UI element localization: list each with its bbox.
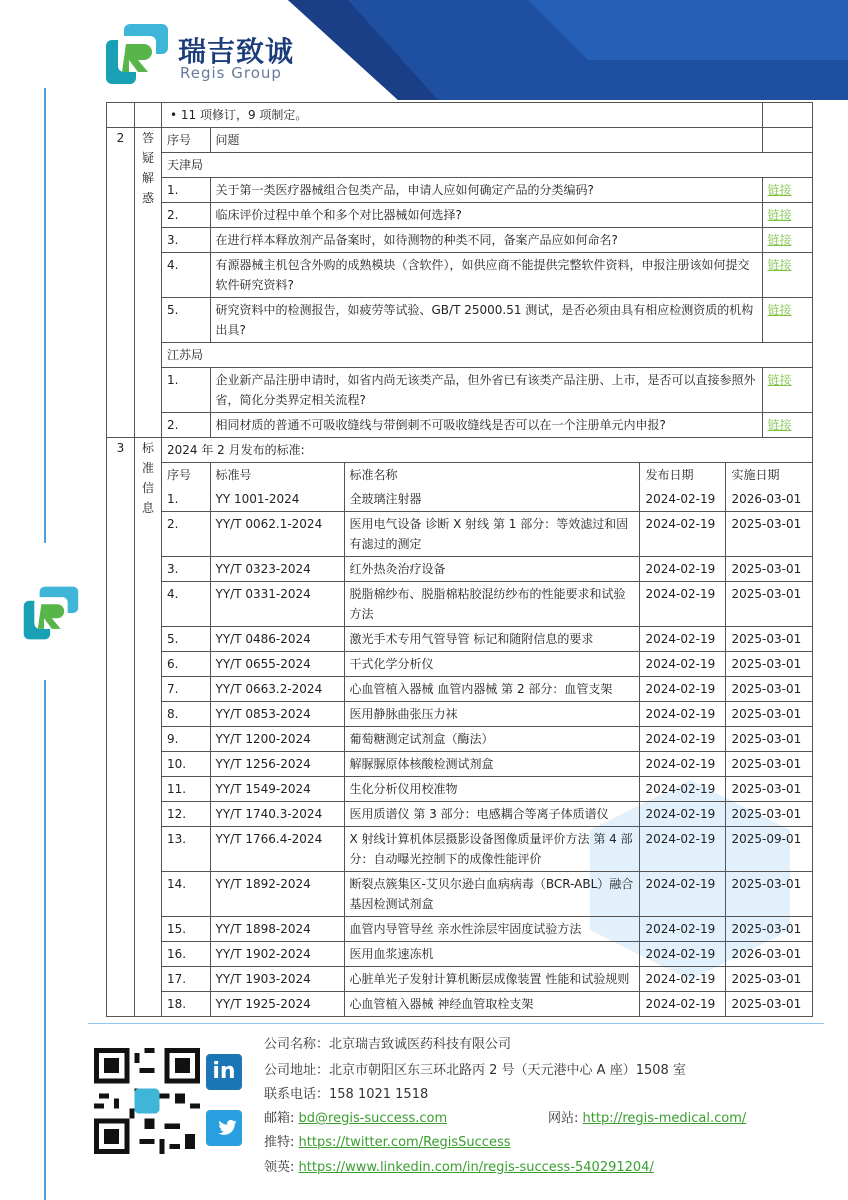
standard-publish-date: 2024-02-19 [640, 727, 726, 752]
standard-effective-date: 2026-03-01 [726, 487, 812, 512]
header-banner [288, 0, 848, 100]
standard-publish-date: 2024-02-19 [640, 627, 726, 652]
link[interactable]: 链接 [767, 208, 792, 222]
standard-effective-date: 2025-03-01 [726, 802, 812, 827]
standard-code: YY/T 1898-2024 [210, 917, 344, 942]
standard-code: YY/T 0331-2024 [210, 582, 344, 627]
standard-seq: 2. [162, 512, 210, 557]
standard-publish-date: 2024-02-19 [640, 967, 726, 992]
standard-publish-date: 2024-02-19 [640, 802, 726, 827]
standard-title: X 射线计算机体层摄影设备图像质量评价方法 第 4 部分：自动曝光控制下的成像性能评价 [344, 827, 640, 872]
standard-row [162, 992, 812, 1017]
standard-row [162, 652, 812, 677]
standard-effective-date: 2025-03-01 [726, 917, 812, 942]
standard-seq: 7. [162, 677, 210, 702]
standard-row [162, 777, 812, 802]
standard-publish-date: 2024-02-19 [640, 917, 726, 942]
brand-name-cn: 瑞吉致诚 [178, 35, 295, 68]
standard-row [162, 827, 812, 872]
standard-effective-date: 2025-03-01 [726, 752, 812, 777]
link[interactable]: 链接 [767, 183, 792, 197]
standard-row [162, 627, 812, 652]
section-category: 标准信息 [135, 438, 162, 1017]
standard-row [162, 752, 812, 777]
standard-row [162, 802, 812, 827]
col-header-no: 序号 [162, 128, 210, 153]
standard-effective-date: 2025-03-01 [726, 557, 812, 582]
qa-row: 5. 研究资料中的检测报告，如疲劳等试验、GB/T 25000.51 测试，是否必须由具有相应检测资质的机构出具? 链接 [162, 298, 812, 343]
standard-title: 红外热灸治疗设备 [344, 557, 640, 582]
summary-note: • 11 项修订，9 项制定。 [162, 103, 762, 127]
standard-code: YY/T 1549-2024 [210, 777, 344, 802]
brand-logo-icon [104, 22, 170, 90]
link[interactable]: 链接 [767, 303, 792, 317]
standard-code: YY/T 0853-2024 [210, 702, 344, 727]
footer-divider [88, 1023, 824, 1024]
standard-title: 全玻璃注射器 [344, 487, 640, 512]
standard-publish-date: 2024-02-19 [640, 652, 726, 677]
standard-seq: 13. [162, 827, 210, 872]
qa-section [107, 128, 813, 438]
section-category: 答疑解惑 [135, 128, 162, 438]
linkedin-icon[interactable]: in [206, 1054, 242, 1090]
standard-title: 医用静脉曲张压力袜 [344, 702, 640, 727]
standard-row [162, 487, 812, 512]
qa-table [162, 128, 812, 437]
qa-row: 1. 关于第一类医疗器械组合包类产品，申请人应如何确定产品的分类编码? 链接 [162, 178, 812, 203]
section-number: 3 [107, 438, 135, 1017]
twitter-icon[interactable] [206, 1110, 242, 1146]
standard-seq: 11. [162, 777, 210, 802]
standard-title: 干式化学分析仪 [344, 652, 640, 677]
content-table [106, 102, 813, 1017]
standard-code: YY/T 0323-2024 [210, 557, 344, 582]
standard-code: YY/T 0062.1-2024 [210, 512, 344, 557]
standard-publish-date: 2024-02-19 [640, 677, 726, 702]
contact-phone: 联系电话：158 1021 1518 [264, 1087, 429, 1102]
qa-row: 3. 在进行样本释放剂产品备案时，如待测物的种类不同，备案产品应如何命名? 链接 [162, 228, 812, 253]
standard-code: YY/T 1902-2024 [210, 942, 344, 967]
linkedin-line: 领英: https://www.linkedin.com/in/regis-success-540291204/ [264, 1160, 654, 1175]
qa-row: 1. 企业新产品注册申请时，如省内尚无该类产品，但外省已有该类产品注册、上市，是否可以直接参照外省，简化分类界定相关流程? 链接 [162, 368, 812, 413]
link[interactable]: 链接 [767, 418, 792, 432]
link[interactable]: 链接 [767, 233, 792, 247]
standard-publish-date: 2024-02-19 [640, 752, 726, 777]
standard-effective-date: 2025-03-01 [726, 727, 812, 752]
standard-title: 心血管植入器械 神经血管取栓支架 [344, 992, 640, 1017]
standard-publish-date: 2024-02-19 [640, 942, 726, 967]
region-label: 天津局 [162, 153, 812, 178]
left-rule-bottom [44, 680, 46, 1200]
twitter-link[interactable]: https://twitter.com/RegisSuccess [298, 1135, 511, 1150]
standard-title: 生化分析仪用校准物 [344, 777, 640, 802]
standard-effective-date: 2025-03-01 [726, 627, 812, 652]
standard-code: YY/T 0663.2-2024 [210, 677, 344, 702]
standards-intro: 2024 年 2 月发布的标准: [162, 438, 812, 463]
standard-row [162, 942, 812, 967]
section-number: 2 [107, 128, 135, 438]
standard-effective-date: 2025-03-01 [726, 777, 812, 802]
standard-title: 解脲脲原体核酸检测试剂盒 [344, 752, 640, 777]
company-address: 公司地址：北京市朝阳区东三环北路丙 2 号（天元港中心 A 座）1508 室 [264, 1063, 686, 1078]
standard-effective-date: 2026-03-01 [726, 942, 812, 967]
standard-code: YY/T 1256-2024 [210, 752, 344, 777]
standard-publish-date: 2024-02-19 [640, 557, 726, 582]
company-name: 公司名称：北京瑞吉致诚医药科技有限公司 [264, 1037, 512, 1052]
standard-effective-date: 2025-03-01 [726, 512, 812, 557]
standard-seq: 14. [162, 872, 210, 917]
qa-row: 4. 有源器械主机包含外购的成熟模块（含软件），如供应商不能提供完整软件资料，申报注册该如何提交软件研究资料? 链接 [162, 253, 812, 298]
standard-seq: 3. [162, 557, 210, 582]
standard-row [162, 557, 812, 582]
standard-title: 血管内导管导丝 亲水性涂层牢固度试验方法 [344, 917, 640, 942]
left-rule-top [44, 88, 46, 543]
standard-publish-date: 2024-02-19 [640, 872, 726, 917]
standard-effective-date: 2025-03-01 [726, 872, 812, 917]
standard-publish-date: 2024-02-19 [640, 992, 726, 1017]
col-header-question: 问题 [210, 128, 762, 153]
email-link[interactable]: bd@regis-success.com [298, 1111, 448, 1126]
standard-seq: 6. [162, 652, 210, 677]
standard-publish-date: 2024-02-19 [640, 512, 726, 557]
standard-code: YY/T 1903-2024 [210, 967, 344, 992]
standard-seq: 4. [162, 582, 210, 627]
standard-seq: 5. [162, 627, 210, 652]
standard-title: 心脏单光子发射计算机断层成像装置 性能和试验规则 [344, 967, 640, 992]
standard-publish-date: 2024-02-19 [640, 487, 726, 512]
standard-seq: 9. [162, 727, 210, 752]
brand-name-en: Regis Group [180, 64, 282, 82]
standard-row [162, 512, 812, 557]
standard-title: 医用质谱仪 第 3 部分：电感耦合等离子体质谱仪 [344, 802, 640, 827]
standard-publish-date: 2024-02-19 [640, 777, 726, 802]
standard-effective-date: 2025-03-01 [726, 992, 812, 1017]
standard-effective-date: 2025-03-01 [726, 582, 812, 627]
link[interactable]: 链接 [767, 373, 792, 387]
standard-seq: 1. [162, 487, 210, 512]
side-logo-icon [22, 584, 80, 646]
standard-seq: 8. [162, 702, 210, 727]
standard-seq: 16. [162, 942, 210, 967]
standards-section [107, 438, 813, 1017]
standard-title: 激光手术专用气管导管 标记和随附信息的要求 [344, 627, 640, 652]
standard-code: YY/T 1200-2024 [210, 727, 344, 752]
email-line: 邮箱: bd@regis-success.com [264, 1111, 448, 1126]
website-link[interactable]: http://regis-medical.com/ [582, 1111, 747, 1126]
qa-row: 2. 临床评价过程中单个和多个对比器械如何选择? 链接 [162, 203, 812, 228]
qa-row: 2. 相同材质的普通不可吸收缝线与带倒刺不可吸收缝线是否可以在一个注册单元内申报? 链接 [162, 413, 812, 438]
standard-title: 葡萄糖测定试剂盒（酶法） [344, 727, 640, 752]
standard-title: 脱脂棉纱布、脱脂棉粘胶混纺纱布的性能要求和试验方法 [344, 582, 640, 627]
standard-effective-date: 2025-09-01 [726, 827, 812, 872]
standard-effective-date: 2025-03-01 [726, 702, 812, 727]
linkedin-link[interactable]: https://www.linkedin.com/in/regis-success-540291204/ [298, 1160, 654, 1175]
standard-seq: 12. [162, 802, 210, 827]
standard-code: YY/T 1892-2024 [210, 872, 344, 917]
standards-header-row: 序号 标准号 标准名称 发布日期 实施日期 [162, 463, 812, 488]
standard-row [162, 677, 812, 702]
standard-title: 医用血浆速冻机 [344, 942, 640, 967]
standard-seq: 10. [162, 752, 210, 777]
standard-publish-date: 2024-02-19 [640, 582, 726, 627]
twitter-line: 推特: https://twitter.com/RegisSuccess [264, 1135, 511, 1150]
standard-row [162, 917, 812, 942]
summary-row [107, 103, 813, 128]
standard-row [162, 872, 812, 917]
standard-row [162, 702, 812, 727]
standard-seq: 15. [162, 917, 210, 942]
standard-title: 医用电气设备 诊断 X 射线 第 1 部分：等效滤过和固有滤过的测定 [344, 512, 640, 557]
standard-publish-date: 2024-02-19 [640, 827, 726, 872]
standard-row [162, 727, 812, 752]
standard-code: YY/T 1766.4-2024 [210, 827, 344, 872]
standard-effective-date: 2025-03-01 [726, 967, 812, 992]
standard-seq: 17. [162, 967, 210, 992]
standards-table [162, 438, 812, 1016]
standard-code: YY/T 1740.3-2024 [210, 802, 344, 827]
standard-publish-date: 2024-02-19 [640, 702, 726, 727]
standard-effective-date: 2025-03-01 [726, 652, 812, 677]
standard-row [162, 582, 812, 627]
standard-title: 断裂点簇集区-艾贝尔逊白血病病毒（BCR-ABL）融合基因检测试剂盒 [344, 872, 640, 917]
standard-code: YY 1001-2024 [210, 487, 344, 512]
region-label: 江苏局 [162, 343, 812, 368]
standard-code: YY/T 0486-2024 [210, 627, 344, 652]
standard-row [162, 967, 812, 992]
standard-seq: 18. [162, 992, 210, 1017]
link[interactable]: 链接 [767, 258, 792, 272]
standard-title: 心血管植入器械 血管内器械 第 2 部分：血管支架 [344, 677, 640, 702]
website-line: 网站: http://regis-medical.com/ [548, 1111, 747, 1126]
standard-code: YY/T 1925-2024 [210, 992, 344, 1017]
standard-effective-date: 2025-03-01 [726, 677, 812, 702]
standard-code: YY/T 0655-2024 [210, 652, 344, 677]
qr-code-icon [94, 1048, 200, 1158]
